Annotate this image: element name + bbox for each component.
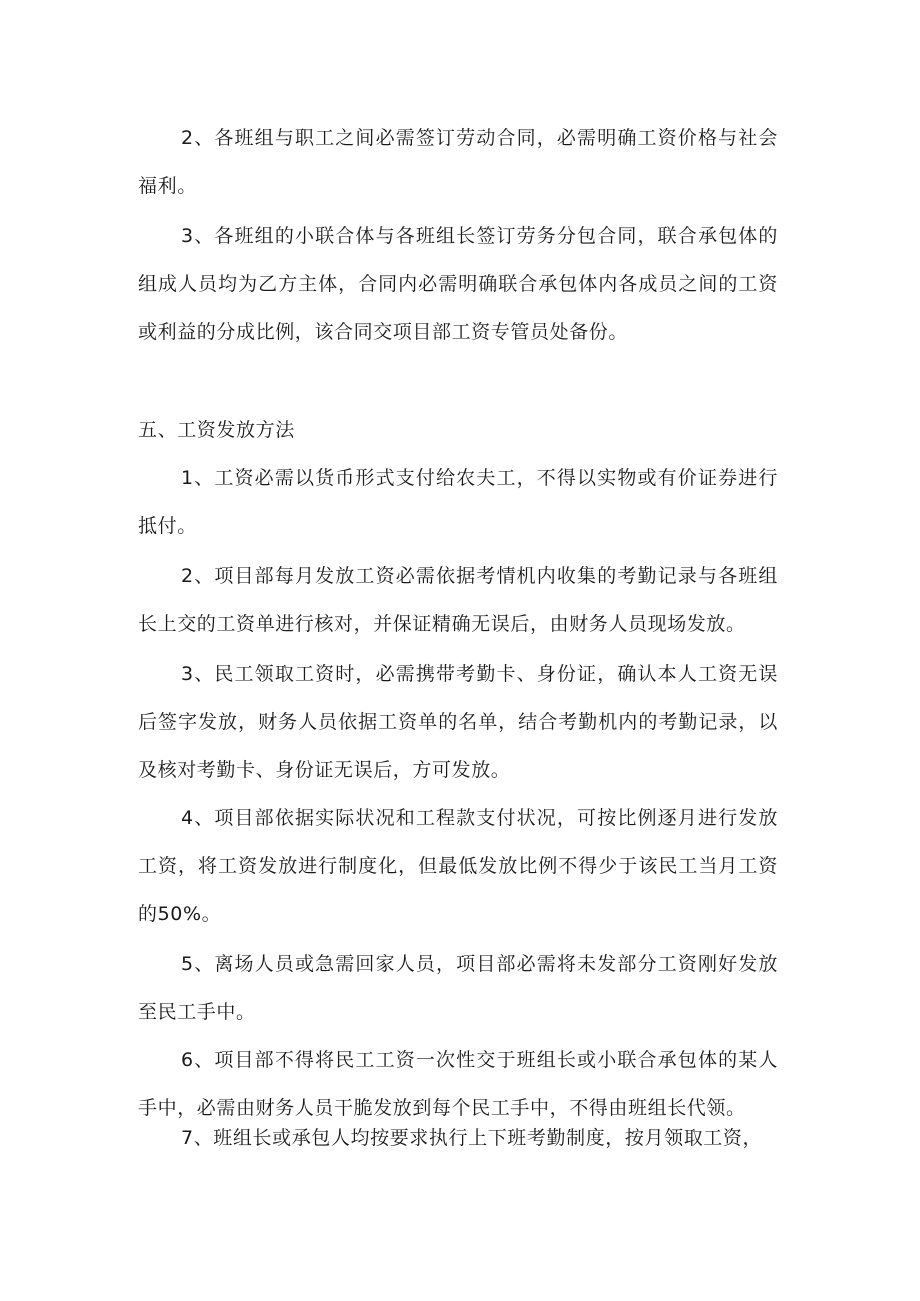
paragraph-currency-payment: 1、工资必需以货币形式支付给农夫工，不得以实物或有价证券进行抵付。: [138, 467, 778, 537]
paragraph-wage-collection: 3、民工领取工资时，必需携带考勤卡、身份证，确认本人工资无误后签字发放，财务人员依据工资单的名单，结合考勤机内的考勤记录，以及核对考勤卡、身份证无误后，方可发放。: [138, 663, 778, 781]
paragraph-monthly-payment: 2、项目部每月发放工资必需依据考情机内收集的考勤记录与各班组长上交的工资单进行核对，并保证精确无误后，由财务人员现场发放。: [138, 565, 778, 635]
paragraph-subcontract: 3、各班组的小联合体与各班组长签订劳务分包合同，联合承包体的组成人员均为乙方主体，合同内必需明确联合承包体内各成员之间的工资或利益的分成比例，该合同交项目部工资专管员处备份。: [138, 225, 778, 343]
paragraph-direct-payment: 6、项目部不得将民工工资一次性交于班组长或小联合承包体的某人手中，必需由财务人员干脆发放到每个民工手中，不得由班组长代领。: [138, 1049, 778, 1119]
paragraph-attendance-system: 7、班组长或承包人均按要求执行上下班考勤制度，按月领取工资，: [181, 1127, 763, 1149]
section-heading-wage-payment: 五、工资发放方法: [138, 419, 295, 441]
paragraph-proportional-payment: 4、项目部依据实际状况和工程款支付状况，可按比例逐月进行发放工资，将工资发放进行制度化，但最低发放比例不得少于该民工当月工资的50%。: [138, 807, 778, 925]
paragraph-labor-contract: 2、各班组与职工之间必需签订劳动合同，必需明确工资价格与社会福利。: [138, 127, 778, 197]
paragraph-departing-workers: 5、离场人员或急需回家人员，项目部必需将未发部分工资刚好发放至民工手中。: [138, 953, 778, 1023]
